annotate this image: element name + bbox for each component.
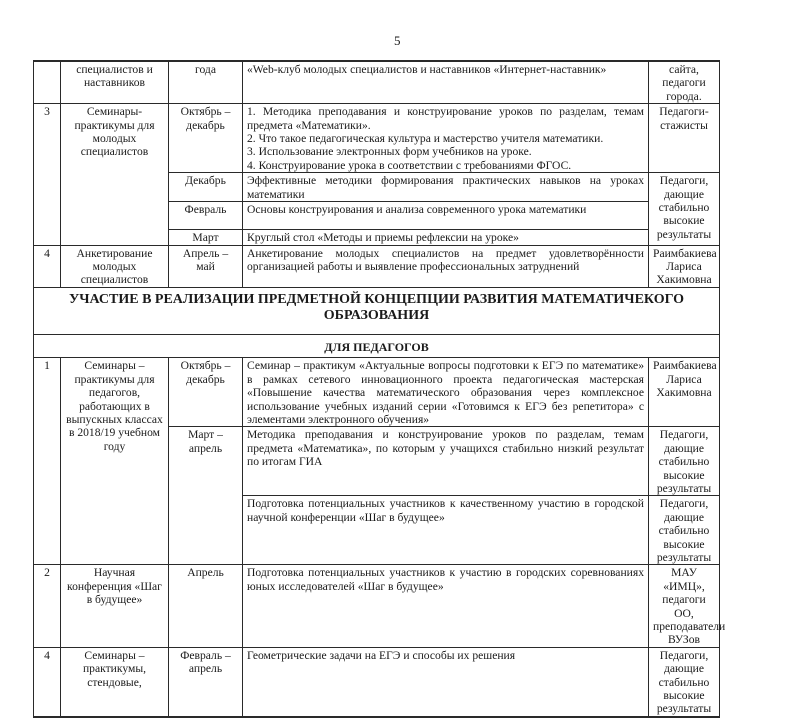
table-row	[34, 647, 720, 717]
table-row	[34, 61, 720, 104]
event-form: Семинары – практикумы для педагогов, работающих в выпускных классах в 2018/19 учебном году	[61, 358, 169, 565]
plan-table	[33, 60, 726, 718]
page-number: 5	[394, 33, 401, 48]
event-responsible: Педагоги-стажисты	[649, 104, 720, 173]
event-term: Март	[169, 230, 243, 245]
row-number: 3	[34, 104, 61, 245]
event-term: Октябрь – декабрь	[169, 358, 243, 427]
event-term: Март – апрель	[169, 427, 243, 565]
event-content: Основы конструирования и анализа современного урока математики	[243, 202, 649, 230]
event-responsible: Раимбакиева Лариса Хакимовна	[649, 245, 720, 287]
row-number: 4	[34, 245, 61, 287]
row-number	[34, 61, 61, 104]
table-row	[34, 565, 720, 647]
row-number: 2	[34, 565, 61, 647]
event-content: Геометрические задачи на ЕГЭ и способы их решения	[243, 647, 649, 717]
event-content: Подготовка потенциальных участников к участию в городских соревнованиях юных исследователей «Шаг в будущее»	[243, 565, 649, 647]
section-title: УЧАСТИЕ В РЕАЛИЗАЦИИ ПРЕДМЕТНОЙ КОНЦЕПЦИИ РАЗВИТИЯ МАТЕМАТИЧЕКОГО ОБРАЗОВАНИЯ	[34, 287, 720, 334]
section-row	[34, 287, 720, 334]
event-term: Апрель	[169, 565, 243, 647]
event-term: Февраль – апрель	[169, 647, 243, 717]
row-number: 1	[34, 358, 61, 565]
event-term: Февраль	[169, 202, 243, 230]
event-content: «Web-клуб молодых специалистов и наставников «Интернет-наставник»	[243, 61, 649, 104]
event-content: Анкетирование молодых специалистов на предмет удовлетворённости организацией работы и выявление профессиональных затруднений	[243, 245, 649, 287]
event-responsible: Педагоги, дающие стабильно высокие результаты	[649, 427, 720, 496]
event-responsible: Педагоги, дающие стабильно высокие результаты	[649, 496, 720, 565]
content-line: 2. Что такое педагогическая культура и мастерство учителя математики.	[247, 132, 604, 146]
subsection-row	[34, 334, 720, 357]
event-form: специалистов и наставников	[61, 61, 169, 104]
event-term: Октябрь – декабрь	[169, 104, 243, 173]
event-content: Подготовка потенциальных участников к качественному участию в городской научной конференции «Шаг в будущее»	[243, 496, 649, 565]
event-responsible: Педагоги, дающие стабильно высокие результаты	[649, 173, 720, 245]
event-content: Методика преподавания и конструирование уроков по разделам, темам предмета «Математика», по которым у учащихся стабильно низкий результат по итогам ГИА	[243, 427, 649, 496]
event-form: Анкетирование молодых специалистов	[61, 245, 169, 287]
table-row	[34, 358, 720, 427]
event-term: года	[169, 61, 243, 104]
subsection-title: ДЛЯ ПЕДАГОГОВ	[34, 334, 720, 357]
content-line: 3. Использование электронных форм учебников на уроке.	[247, 145, 532, 159]
table-row	[34, 104, 720, 173]
event-form: Научная конференция «Шаг в будущее»	[61, 565, 169, 647]
table-row	[34, 245, 720, 287]
event-content: Эффективные методики формирования практических навыков на уроках математики	[243, 173, 649, 202]
row-number: 4	[34, 647, 61, 717]
event-responsible: Раимбакиева Лариса Хакимовна	[649, 358, 720, 427]
event-content: Круглый стол «Методы и приемы рефлексии на уроке»	[243, 230, 649, 245]
event-form: Семинары-практикумы для молодых специалистов	[61, 104, 169, 245]
event-content	[243, 104, 649, 173]
content-line: 1. Методика преподавания и конструирование уроков по разделам, темам предмета «Математики».	[247, 105, 644, 132]
event-term: Декабрь	[169, 173, 243, 202]
event-responsible: МАУ «ИМЦ», педагоги ОО, преподаватели ВУЗов	[649, 565, 720, 647]
event-responsible: Педагоги, дающие стабильно высокие результаты	[649, 647, 720, 717]
event-term: Апрель – май	[169, 245, 243, 287]
event-content: Семинар – практикум «Актуальные вопросы подготовки к ЕГЭ по математике» в рамках сетевого инновационного проекта педагогическая мастерская «Повышение качества математического образования через комплексное использование учебных изданий серии «Готовимся к ЕГЭ без репетитора» с элементами электронного обучения»	[243, 358, 649, 427]
content-line: 4. Конструирование урока в соответствии с требованиями ФГОС.	[247, 158, 572, 172]
event-form: Семинары – практикумы, стендовые,	[61, 647, 169, 717]
event-responsible: сайта, педагоги города.	[649, 61, 720, 104]
